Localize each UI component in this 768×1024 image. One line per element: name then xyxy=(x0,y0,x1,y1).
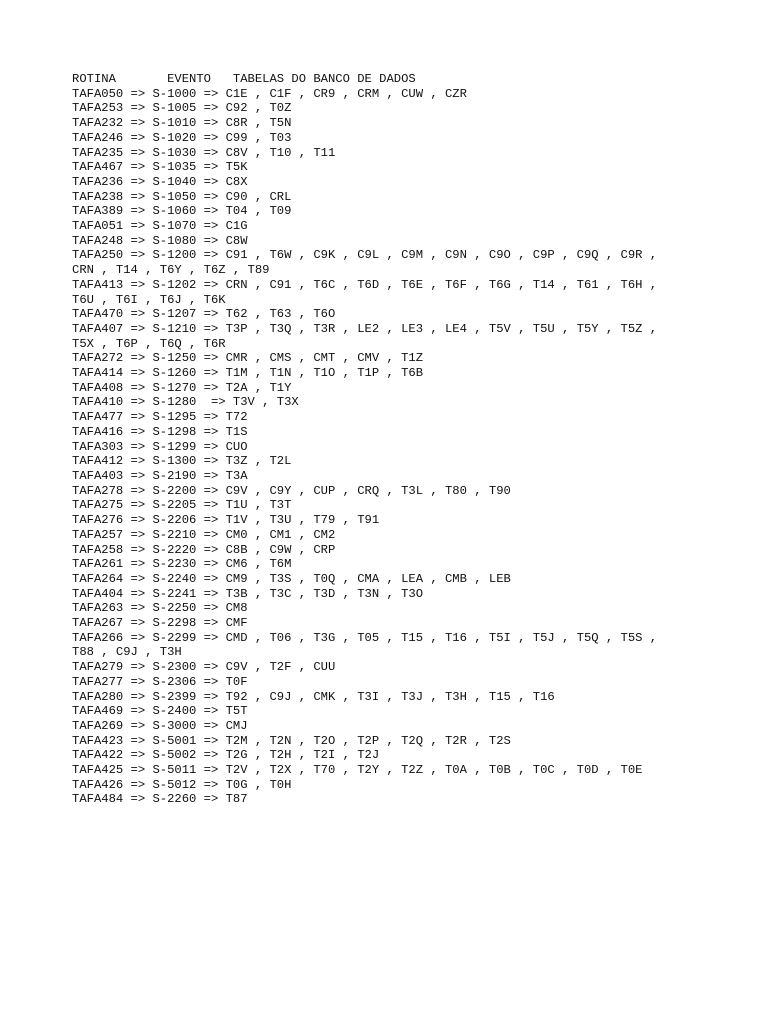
text-line: TAFA403 => S-2190 => T3A xyxy=(72,468,248,483)
text-line: TAFA258 => S-2220 => C8B , C9W , CRP xyxy=(72,542,336,557)
text-line: TAFA248 => S-1080 => C8W xyxy=(72,233,248,248)
text-line: TAFA280 => S-2399 => T92 , C9J , CMK , T3I , T3J , T3H , T15 , T16 xyxy=(72,689,555,704)
text-line: TAFA272 => S-1250 => CMR , CMS , CMT , CMV , T1Z xyxy=(72,351,424,366)
text-line: TAFA410 => S-1280 => T3V , T3X xyxy=(72,395,299,410)
text-line: T6U , T6I , T6J , T6K xyxy=(72,292,226,307)
text-line: TAFA414 => S-1260 => T1M , T1N , T1O , T1P , T6B xyxy=(72,366,424,381)
text-line: TAFA253 => S-1005 => C92 , T0Z xyxy=(72,101,292,116)
text-line: TAFA467 => S-1035 => T5K xyxy=(72,160,248,175)
text-line: TAFA236 => S-1040 => C8X xyxy=(72,174,248,189)
text-line: TAFA246 => S-1020 => C99 , T03 xyxy=(72,130,292,145)
text-line: TAFA235 => S-1030 => C8V , T10 , T11 xyxy=(72,145,336,160)
text-line: TAFA238 => S-1050 => C90 , CRL xyxy=(72,189,292,204)
text-line: TAFA050 => S-1000 => C1E , C1F , CR9 , CRM , CUW , CZR xyxy=(72,86,467,101)
text-line: TAFA412 => S-1300 => T3Z , T2L xyxy=(72,454,292,469)
text-line: TAFA276 => S-2206 => T1V , T3U , T79 , T91 xyxy=(72,513,380,528)
text-line: TAFA404 => S-2241 => T3B , T3C , T3D , T3N , T3O xyxy=(72,586,424,601)
text-line: TAFA423 => S-5001 => T2M , T2N , T2O , T2P , T2Q , T2R , T2S xyxy=(72,733,511,748)
text-line: TAFA407 => S-1210 => T3P , T3Q , T3R , LE2 , LE3 , LE4 , T5V , T5U , T5Y , T5Z , xyxy=(72,321,658,336)
text-line: TAFA389 => S-1060 => T04 , T09 xyxy=(72,204,292,219)
text-line: TAFA261 => S-2230 => CM6 , T6M xyxy=(72,557,292,572)
table-header: ROTINA EVENTO TABELAS DO BANCO DE DADOS xyxy=(72,72,416,86)
text-line: TAFA422 => S-5002 => T2G , T2H , T2I , T2J xyxy=(72,748,380,763)
text-line: TAFA425 => S-5011 => T2V , T2X , T70 , T2Y , T2Z , T0A , T0B , T0C , T0D , T0E xyxy=(72,763,643,778)
text-line: TAFA408 => S-1270 => T2A , T1Y xyxy=(72,380,292,395)
text-line: TAFA416 => S-1298 => T1S xyxy=(72,424,248,439)
text-line: TAFA477 => S-1295 => T72 xyxy=(72,410,248,425)
text-line: TAFA232 => S-1010 => C8R , T5N xyxy=(72,116,292,131)
text-line: TAFA303 => S-1299 => CUO xyxy=(72,439,248,454)
document-page xyxy=(72,72,712,807)
text-line: T5X , T6P , T6Q , T6R xyxy=(72,336,226,351)
text-line: TAFA266 => S-2299 => CMD , T06 , T3G , T05 , T15 , T16 , T5I , T5J , T5Q , T5S , xyxy=(72,630,658,645)
text-line: TAFA257 => S-2210 => CM0 , CM1 , CM2 xyxy=(72,527,336,542)
text-line: TAFA264 => S-2240 => CM9 , T3S , T0Q , CMA , LEA , CMB , LEB xyxy=(72,571,511,586)
text-line: TAFA263 => S-2250 => CM8 xyxy=(72,601,248,616)
text-line: TAFA484 => S-2260 => T87 xyxy=(72,792,248,807)
text-line: CRN , T14 , T6Y , T6Z , T89 xyxy=(72,263,270,278)
text-line: TAFA469 => S-2400 => T5T xyxy=(72,704,248,719)
text-line: TAFA470 => S-1207 => T62 , T63 , T6O xyxy=(72,307,336,322)
text-line: TAFA269 => S-3000 => CMJ xyxy=(72,718,248,733)
text-line: TAFA426 => S-5012 => T0G , T0H xyxy=(72,777,292,792)
text-line: TAFA267 => S-2298 => CMF xyxy=(72,616,248,631)
text-line: TAFA277 => S-2306 => T0F xyxy=(72,674,248,689)
text-line: TAFA051 => S-1070 => C1G xyxy=(72,219,248,234)
text-line: TAFA275 => S-2205 => T1U , T3T xyxy=(72,498,292,513)
text-line: TAFA413 => S-1202 => CRN , C91 , T6C , T6D , T6E , T6F , T6G , T14 , T61 , T6H , xyxy=(72,277,658,292)
text-line: T88 , C9J , T3H xyxy=(72,645,182,660)
text-line: TAFA279 => S-2300 => C9V , T2F , CUU xyxy=(72,660,336,675)
text-line: TAFA278 => S-2200 => C9V , C9Y , CUP , CRQ , T3L , T80 , T90 xyxy=(72,483,511,498)
text-line: TAFA250 => S-1200 => C91 , T6W , C9K , C9L , C9M , C9N , C9O , C9P , C9Q , C9R , xyxy=(72,248,658,263)
